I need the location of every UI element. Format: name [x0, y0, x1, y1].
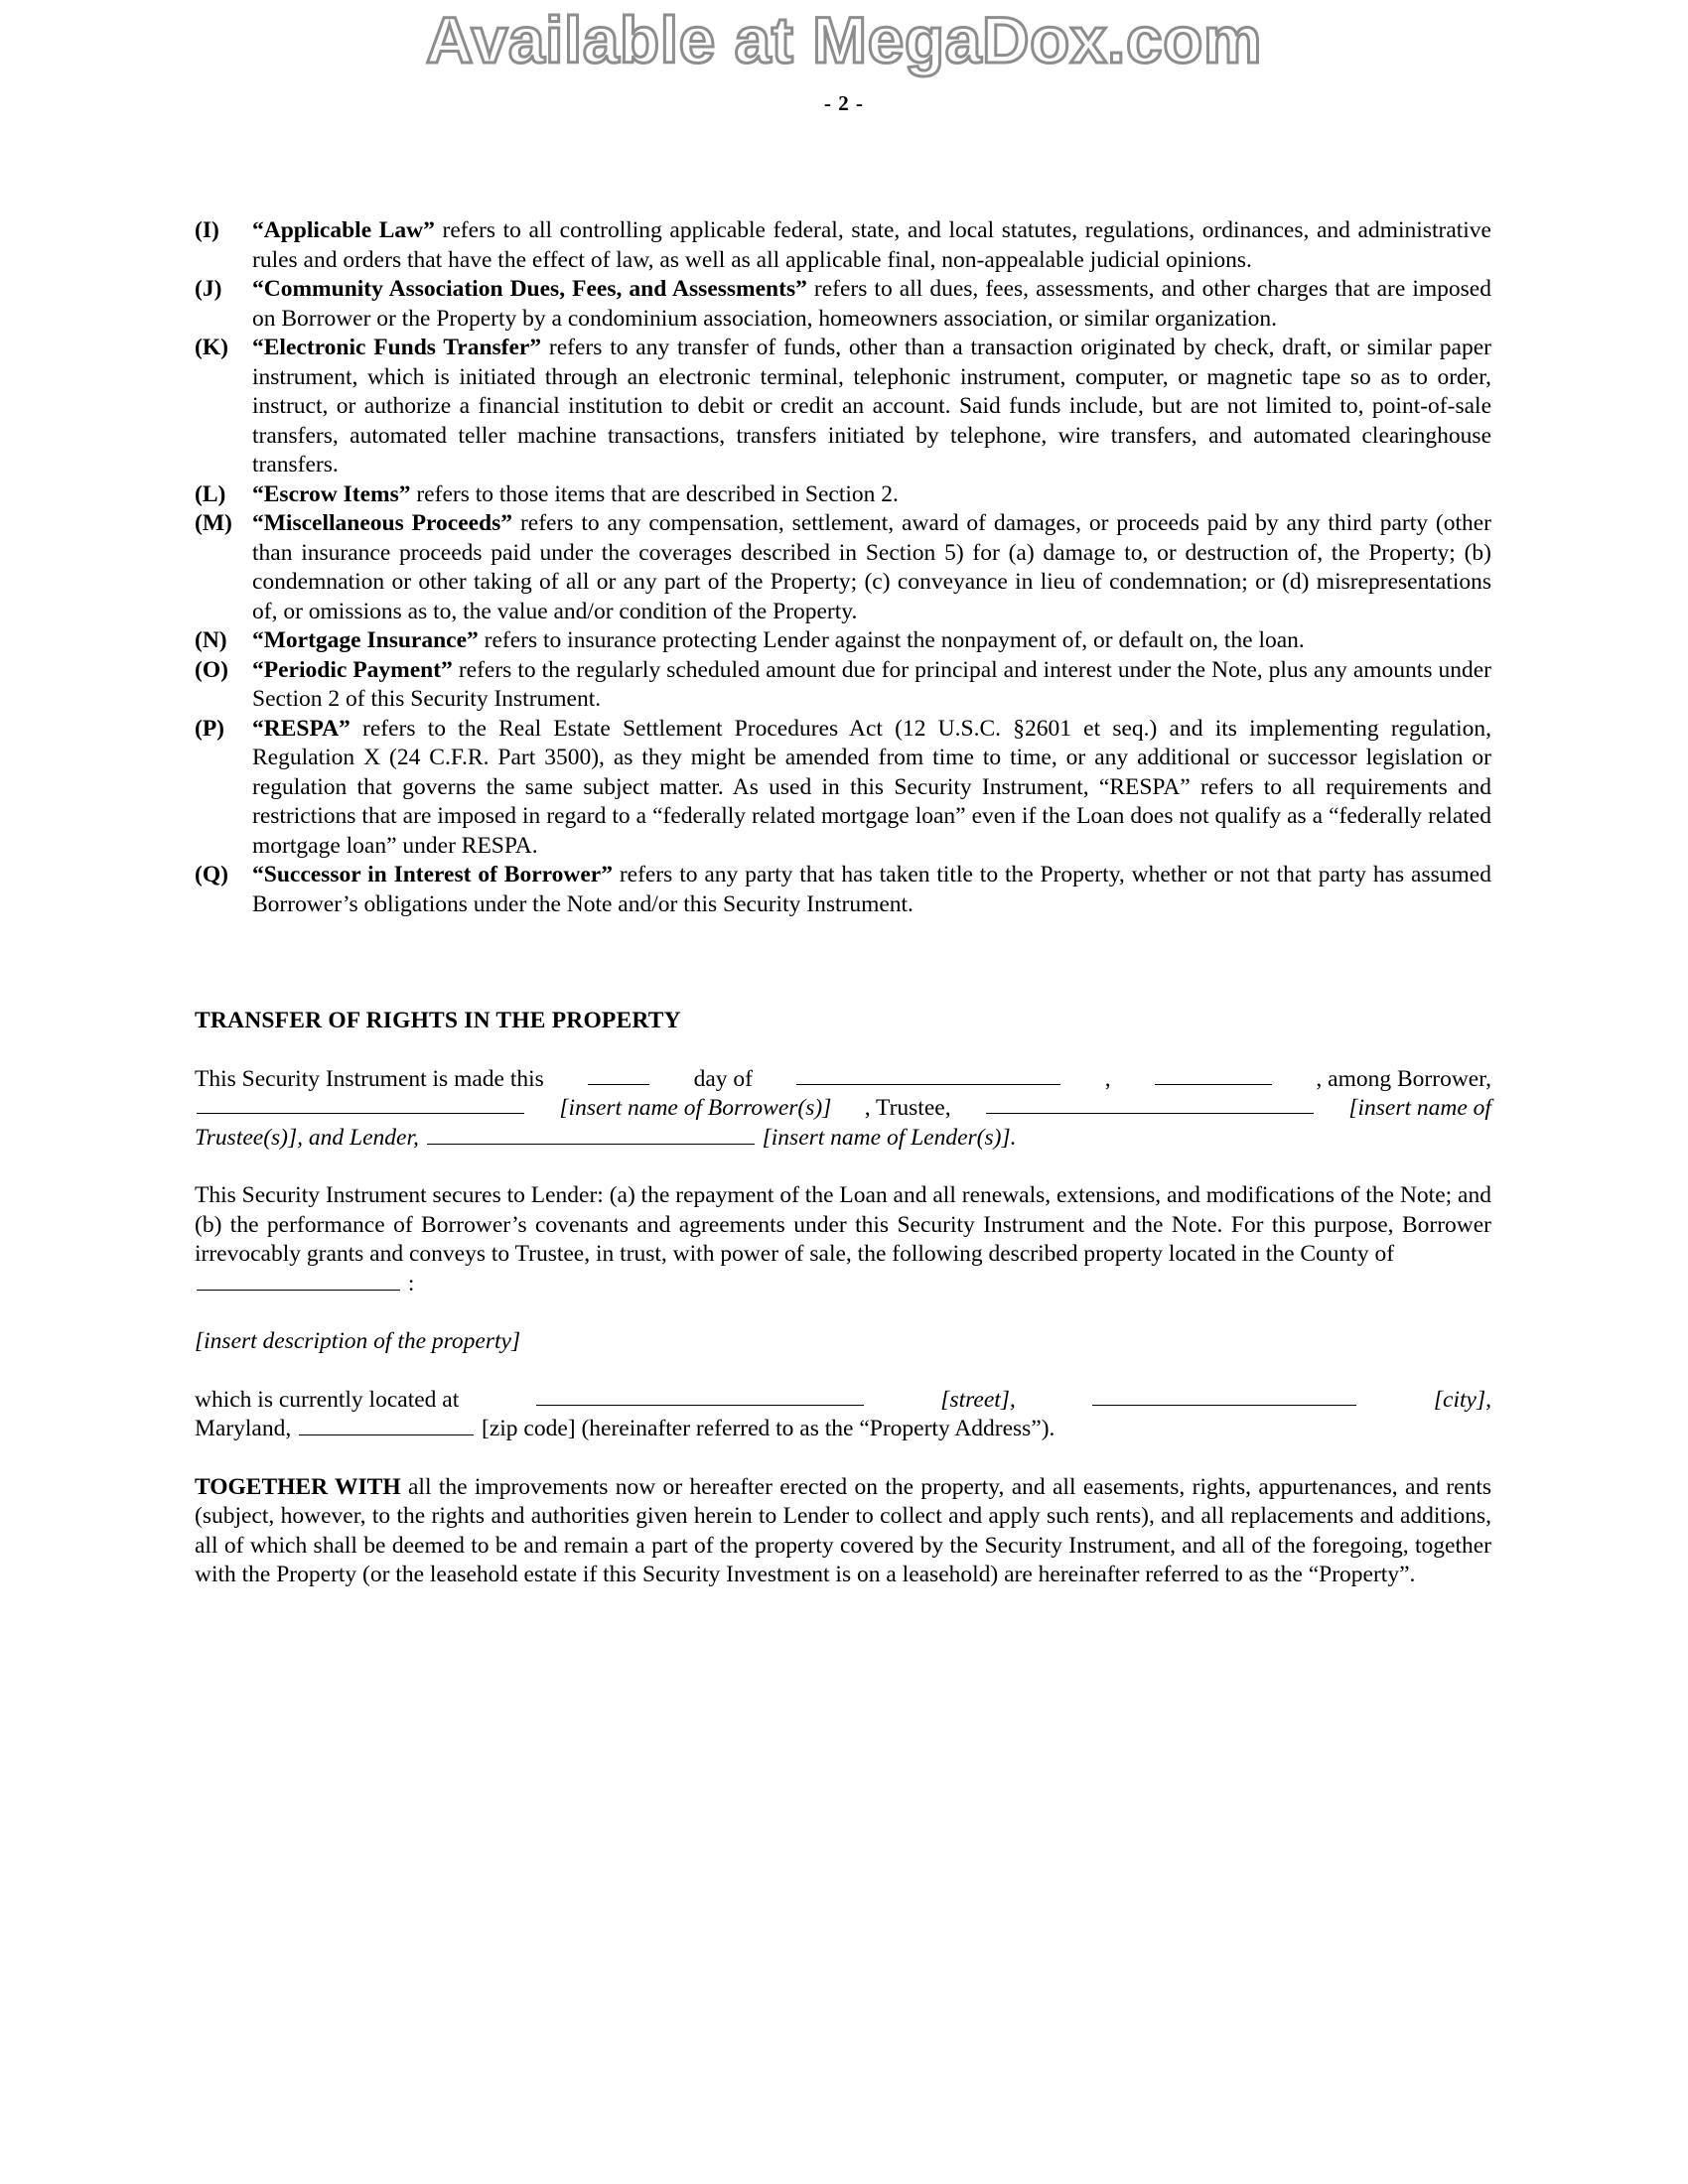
- definition-item-l: [195, 480, 1491, 510]
- transfer-of-rights-heading: TRANSFER OF RIGHTS IN THE PROPERTY: [195, 1008, 681, 1033]
- form-line-address: [195, 1386, 1491, 1416]
- definition-body: [252, 480, 1491, 510]
- definition-item-n: [195, 626, 1491, 656]
- secures-paragraph-text: This Security Instrument secures to Lender: (a) the repayment of the Loan and all renewals, extensions, and modifications of the Note; and (b) the performance of Borrower’s covenants and agreements under this Security Instrument and the Note. For this purpose, Borrower irrevocably grants and conveys to Trustee, in trust, with power of sale, the following described property located in the County of: [195, 1182, 1491, 1267]
- city-blank[interactable]: [1092, 1386, 1356, 1406]
- spacer: [195, 1153, 1491, 1181]
- secures-paragraph: [195, 1181, 1491, 1270]
- insert-lender-hint: [insert name of Lender(s)].: [762, 1124, 1017, 1151]
- state-label: Maryland,: [195, 1416, 292, 1441]
- definition-marker: (N): [195, 627, 227, 653]
- definition-text: refers to any transfer of funds, other than a transaction originated by check, draft, or similar paper instrument, which is initiated through an electronic terminal, telephonic instrument, computer, or magnetic tape so as to order, instruct, or authorize a financial institution to debit or credit an account. Said funds include, but are not limited to, point-of-sale transfers, automated teller machine transactions, transfers initiated by telephone, wire transfers, and automated clearinghouse transfers.: [252, 335, 1491, 478]
- definition-text: refers to any compensation, settlement, award of damages, or proceeds paid by any third party (other than insurance proceeds paid under the coverages described in Section 5) for (a) damage to, or destruction of, the Property; (b) condemnation or other taking of all or any part of the Property; (c) conveyance in lieu of condemnation; or (d) misrepresentations of, or omissions as to, the value and/or condition of the Property.: [252, 510, 1491, 624]
- definition-marker: (P): [195, 715, 225, 742]
- definition-item-m: [195, 509, 1491, 626]
- insert-description-hint: [insert description of the property]: [195, 1328, 521, 1354]
- trustee-close-label: Trustee(s)], and Lender,: [195, 1124, 419, 1151]
- definition-item-k: [195, 334, 1491, 480]
- definition-item-o: [195, 656, 1491, 715]
- definition-text: refers to insurance protecting Lender against the nonpayment of, or default on, the loan.: [478, 627, 1305, 653]
- definition-marker: (O): [195, 656, 228, 683]
- together-with-label: TOGETHER WITH: [195, 1473, 401, 1500]
- borrower-name-blank[interactable]: [197, 1094, 524, 1114]
- form-line-zip: [195, 1415, 1491, 1444]
- definition-term: “Periodic Payment”: [252, 656, 453, 683]
- zip-hint: [zip code] (hereinafter referred to as the “Property Address”).: [482, 1416, 1055, 1441]
- among-borrower-label: , among Borrower,: [1316, 1065, 1491, 1092]
- form-line-borrower: [195, 1094, 1491, 1124]
- form-line-county: [195, 1270, 1491, 1299]
- definition-item-i: [195, 216, 1491, 275]
- definition-text: refers to the Real Estate Settlement Procedures Act (12 U.S.C. §2601 et seq.) and its implementing regulation, Regulation X (24 C.F.R. Part 3500), as they might be amended from time to time, or any additional or successor legislation or regulation that governs the same subject matter. As used in this Security Instrument, “RESPA” refers to all requirements and restrictions that are imposed in regard to a “federally related mortgage loan” even if the Loan does not qualify as a “federally related mortgage loan” under RESPA.: [252, 715, 1491, 859]
- day-blank[interactable]: [588, 1065, 649, 1085]
- definition-marker: (Q): [195, 862, 228, 887]
- definition-item-j: [195, 275, 1491, 334]
- definition-marker: (J): [195, 276, 222, 302]
- definition-body: [252, 334, 1491, 480]
- megadox-watermark: Available at MegaDox.com: [425, 3, 1263, 76]
- spacer: [195, 1036, 1491, 1065]
- definition-term: “RESPA”: [252, 715, 351, 742]
- page-number: - 2 -: [824, 91, 864, 115]
- definition-term: “Mortgage Insurance”: [252, 627, 479, 653]
- definition-term: “Electronic Funds Transfer”: [252, 335, 542, 360]
- definition-body: [252, 861, 1491, 919]
- definition-body: [252, 626, 1491, 656]
- definition-marker: (M): [195, 510, 232, 536]
- county-blank[interactable]: [197, 1271, 400, 1291]
- form-line-made-this: [195, 1065, 1491, 1095]
- spacer: [195, 1298, 1491, 1327]
- definition-term: “Miscellaneous Proceeds”: [252, 510, 513, 536]
- definition-body: [252, 509, 1491, 626]
- year-blank[interactable]: [1155, 1065, 1272, 1085]
- definition-text: refers to all dues, fees, assessments, and other charges that are imposed on Borrower or the Property by a condominium association, homeowners association, or similar organization.: [252, 276, 1491, 332]
- county-colon: :: [407, 1270, 415, 1297]
- definition-text: refers to any party that has taken title to the Property, whether or not that party has assumed Borrower’s obligations under the Note and/or this Security Instrument.: [252, 862, 1491, 917]
- definition-item-q: [195, 861, 1491, 919]
- definition-body: [252, 715, 1491, 862]
- street-blank[interactable]: [536, 1386, 864, 1406]
- definition-body: [252, 656, 1491, 715]
- lender-name-blank[interactable]: [427, 1125, 755, 1145]
- definition-text: refers to those items that are described in Section 2.: [410, 480, 899, 507]
- form-line-lender: [195, 1124, 1491, 1154]
- made-this-label: This Security Instrument is made this: [195, 1065, 544, 1092]
- day-of-label: day of: [693, 1065, 753, 1092]
- definition-marker: (K): [195, 335, 228, 360]
- definition-term: “Community Association Dues, Fees, and Assessments”: [252, 276, 807, 302]
- definition-term: “Escrow Items”: [252, 480, 411, 507]
- city-hint: [city],: [1433, 1386, 1491, 1413]
- located-at-label: which is currently located at: [195, 1386, 460, 1413]
- page-content: [195, 216, 1491, 1590]
- definitions-list: [195, 216, 1491, 919]
- definition-text: refers to all controlling applicable federal, state, and local statutes, regulations, ordinances, and administrative rules and orders that have the effect of law, as well as all applicable final, non-appealable judicial opinions.: [252, 217, 1491, 273]
- insert-trustee-hint: [insert name of: [1348, 1095, 1491, 1121]
- street-hint: [street],: [940, 1386, 1016, 1413]
- together-with-text: all the improvements now or hereafter erected on the property, and all easements, rights, appurtenances, and rents (subject, however, to the rights and authorities given herein to Lender to collect and apply such rents), and all replacements and additions, all of which shall be deemed to be and remain a part of the property covered by the Security Instrument, and all of the foregoing, together with the Property (or the leasehold estate if this Security Investment is on a leasehold) are hereinafter referred to as the “Property”.: [195, 1473, 1491, 1587]
- definition-term: “Successor in Interest of Borrower”: [252, 862, 613, 887]
- spacer: [195, 919, 1491, 1007]
- definition-marker: (I): [195, 217, 219, 243]
- insert-borrower-hint: [insert name of Borrower(s)]: [559, 1095, 832, 1121]
- definition-marker: (L): [195, 480, 226, 507]
- definition-item-p: [195, 715, 1491, 862]
- definition-body: [252, 216, 1491, 275]
- definition-body: [252, 275, 1491, 334]
- month-blank[interactable]: [796, 1065, 1060, 1085]
- spacer: [195, 1444, 1491, 1473]
- zip-blank[interactable]: [299, 1416, 474, 1435]
- comma-1: ,: [1104, 1065, 1111, 1092]
- spacer: [195, 1357, 1491, 1386]
- definition-term: “Applicable Law”: [252, 217, 435, 243]
- trustee-label: , Trustee,: [864, 1095, 951, 1121]
- together-with-paragraph: [195, 1473, 1491, 1590]
- definition-text: refers to the regularly scheduled amount due for principal and interest under the Note, plus any amounts under Section 2 of this Security Instrument.: [252, 656, 1492, 712]
- trustee-name-blank[interactable]: [986, 1094, 1314, 1114]
